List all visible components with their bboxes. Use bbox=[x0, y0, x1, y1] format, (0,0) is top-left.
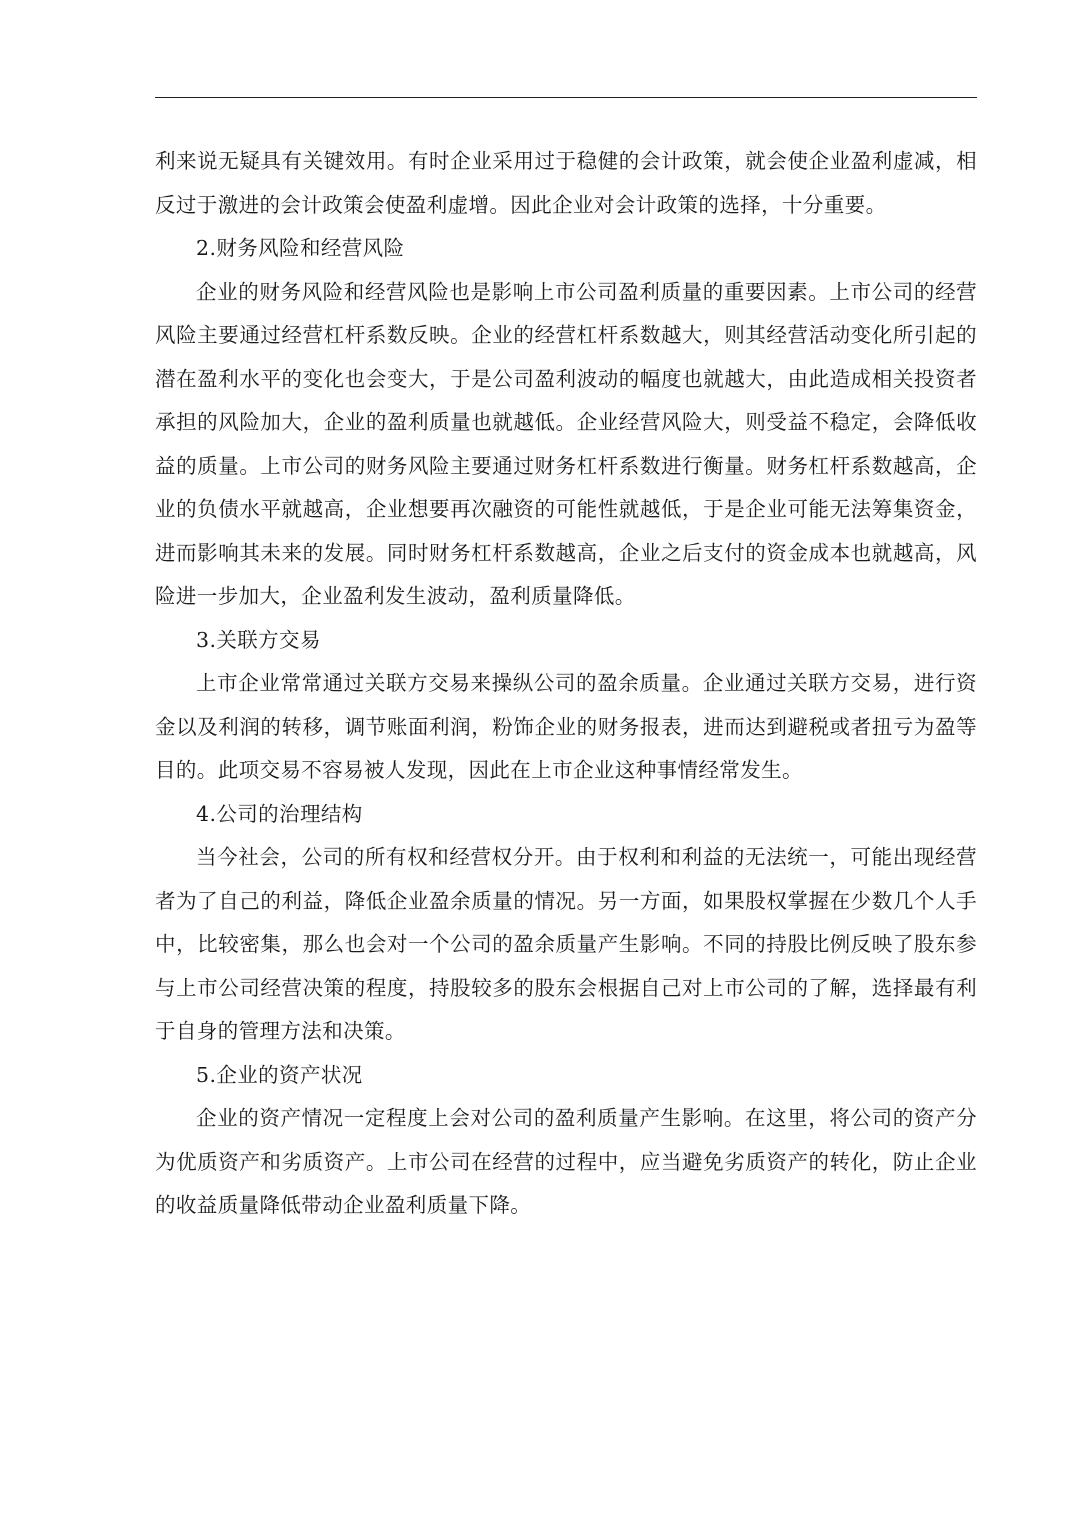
section-heading-related-party-transactions: 3.关联方交易 bbox=[196, 627, 321, 652]
paragraph-continuation: 利来说无疑具有关键效用。有时企业采用过于稳健的会计政策，就会使企业盈利虚减，相反过于激进的会计政策会使盈利虚增。因此企业对会计政策的选择，十分重要。 bbox=[155, 149, 977, 217]
paragraph-financial-operating-risk: 企业的财务风险和经营风险也是影响上市公司盈利质量的重要因素。上市公司的经营风险主要通过经营杠杆系数反映。企业的经营杠杆系数越大，则其经营活动变化所引起的潜在盈利水平的变化也会变大，于是公司盈利波动的幅度也就越大，由此造成相关投资者承担的风险加大，企业的盈利质量也就越低。企业经营风险大，则受益不稳定，会降低收益的质量。上市公司的财务风险主要通过财务杠杆系数进行衡量。财务杠杆系数越高，企业的负债水平就越高，企业想要再次融资的可能性就越低，于是企业可能无法筹集资金，进而影响其未来的发展。同时财务杠杆系数越高，企业之后支付的资金成本也就越高，风险进一步加大，企业盈利发生波动，盈利质量降低。 bbox=[155, 279, 977, 608]
page-body bbox=[155, 140, 977, 1228]
section-heading-corporate-governance: 4.公司的治理结构 bbox=[196, 801, 363, 826]
header-rule bbox=[155, 97, 977, 98]
section-heading-asset-condition: 5.企业的资产状况 bbox=[196, 1062, 363, 1087]
paragraph-corporate-governance: 当今社会，公司的所有权和经营权分开。由于权利和利益的无法统一，可能出现经营者为了自己的利益，降低企业盈余质量的情况。另一方面，如果股权掌握在少数几个人手中，比较密集，那么也会对一个公司的盈余质量产生影响。不同的持股比例反映了股东参与上市公司经营决策的程度，持股较多的股东会根据自己对上市公司的了解，选择最有利于自身的管理方法和决策。 bbox=[155, 845, 977, 1043]
paragraph-related-party-transactions: 上市企业常常通过关联方交易来操纵公司的盈余质量。企业通过关联方交易，进行资金以及利润的转移，调节账面利润，粉饰企业的财务报表，进而达到避税或者扭亏为盈等目的。此项交易不容易被人发现，因此在上市企业这种事情经常发生。 bbox=[155, 671, 977, 782]
paragraph-asset-condition: 企业的资产情况一定程度上会对公司的盈利质量产生影响。在这里，将公司的资产分为优质资产和劣质资产。上市公司在经营的过程中，应当避免劣质资产的转化，防止企业的收益质量降低带动企业盈利质量下降。 bbox=[155, 1106, 977, 1217]
section-heading-financial-operating-risk: 2.财务风险和经营风险 bbox=[196, 236, 405, 260]
